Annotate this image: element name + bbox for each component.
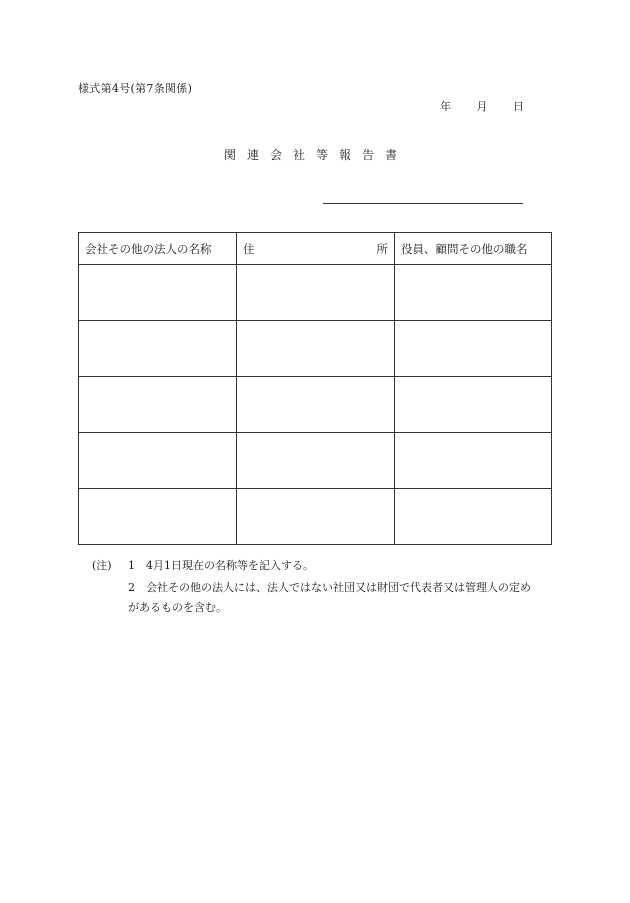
table-cell-company-name[interactable] <box>79 321 237 377</box>
date-month-label: 月 <box>476 100 488 113</box>
table-cell-position[interactable] <box>395 265 552 321</box>
table-row <box>79 377 552 433</box>
note-text: 4月1日現在の名称等を記入する。 <box>146 559 314 572</box>
table-row <box>79 265 552 321</box>
table-cell-company-name[interactable] <box>79 377 237 433</box>
table-cell-address[interactable] <box>237 377 395 433</box>
column-header-position: 役員、顧問その他の職名 <box>395 233 552 265</box>
table-cell-company-name[interactable] <box>79 265 237 321</box>
column-header-address <box>237 233 395 265</box>
date-year-label: 年 <box>440 100 451 113</box>
form-number: 様式第4号(第7条関係) <box>78 82 193 95</box>
date-line <box>440 98 524 114</box>
table-cell-position[interactable] <box>395 433 552 489</box>
column-header-company-name: 会社その他の法人の名称 <box>79 233 237 265</box>
report-table <box>78 232 552 545</box>
note-number: 1 <box>128 559 135 572</box>
table-header-row <box>79 233 552 265</box>
table-cell-position[interactable] <box>395 321 552 377</box>
table-row <box>79 489 552 545</box>
table-cell-company-name[interactable] <box>79 489 237 545</box>
signature-line <box>323 203 523 204</box>
notes-section <box>92 555 562 619</box>
note-item <box>92 577 562 599</box>
note-item <box>92 555 562 577</box>
column-header-address-part1: 住 <box>243 241 255 256</box>
table-cell-address[interactable] <box>237 433 395 489</box>
date-day-label: 日 <box>513 100 524 113</box>
table-row <box>79 433 552 489</box>
note-continuation: があるものを含む。 <box>128 601 227 614</box>
table-row <box>79 321 552 377</box>
notes-prefix: (注) <box>92 559 112 572</box>
table-cell-address[interactable] <box>237 489 395 545</box>
table-cell-position[interactable] <box>395 489 552 545</box>
table-cell-address[interactable] <box>237 321 395 377</box>
table-cell-position[interactable] <box>395 377 552 433</box>
note-text: 会社その他の法人には、法人ではない社団又は財団で代表者又は管理人の定め <box>146 581 531 594</box>
document-title: 関連会社等報告書 <box>224 148 409 162</box>
table-cell-address[interactable] <box>237 265 395 321</box>
table-cell-company-name[interactable] <box>79 433 237 489</box>
note-number: 2 <box>128 581 135 594</box>
column-header-address-part2: 所 <box>376 241 388 256</box>
